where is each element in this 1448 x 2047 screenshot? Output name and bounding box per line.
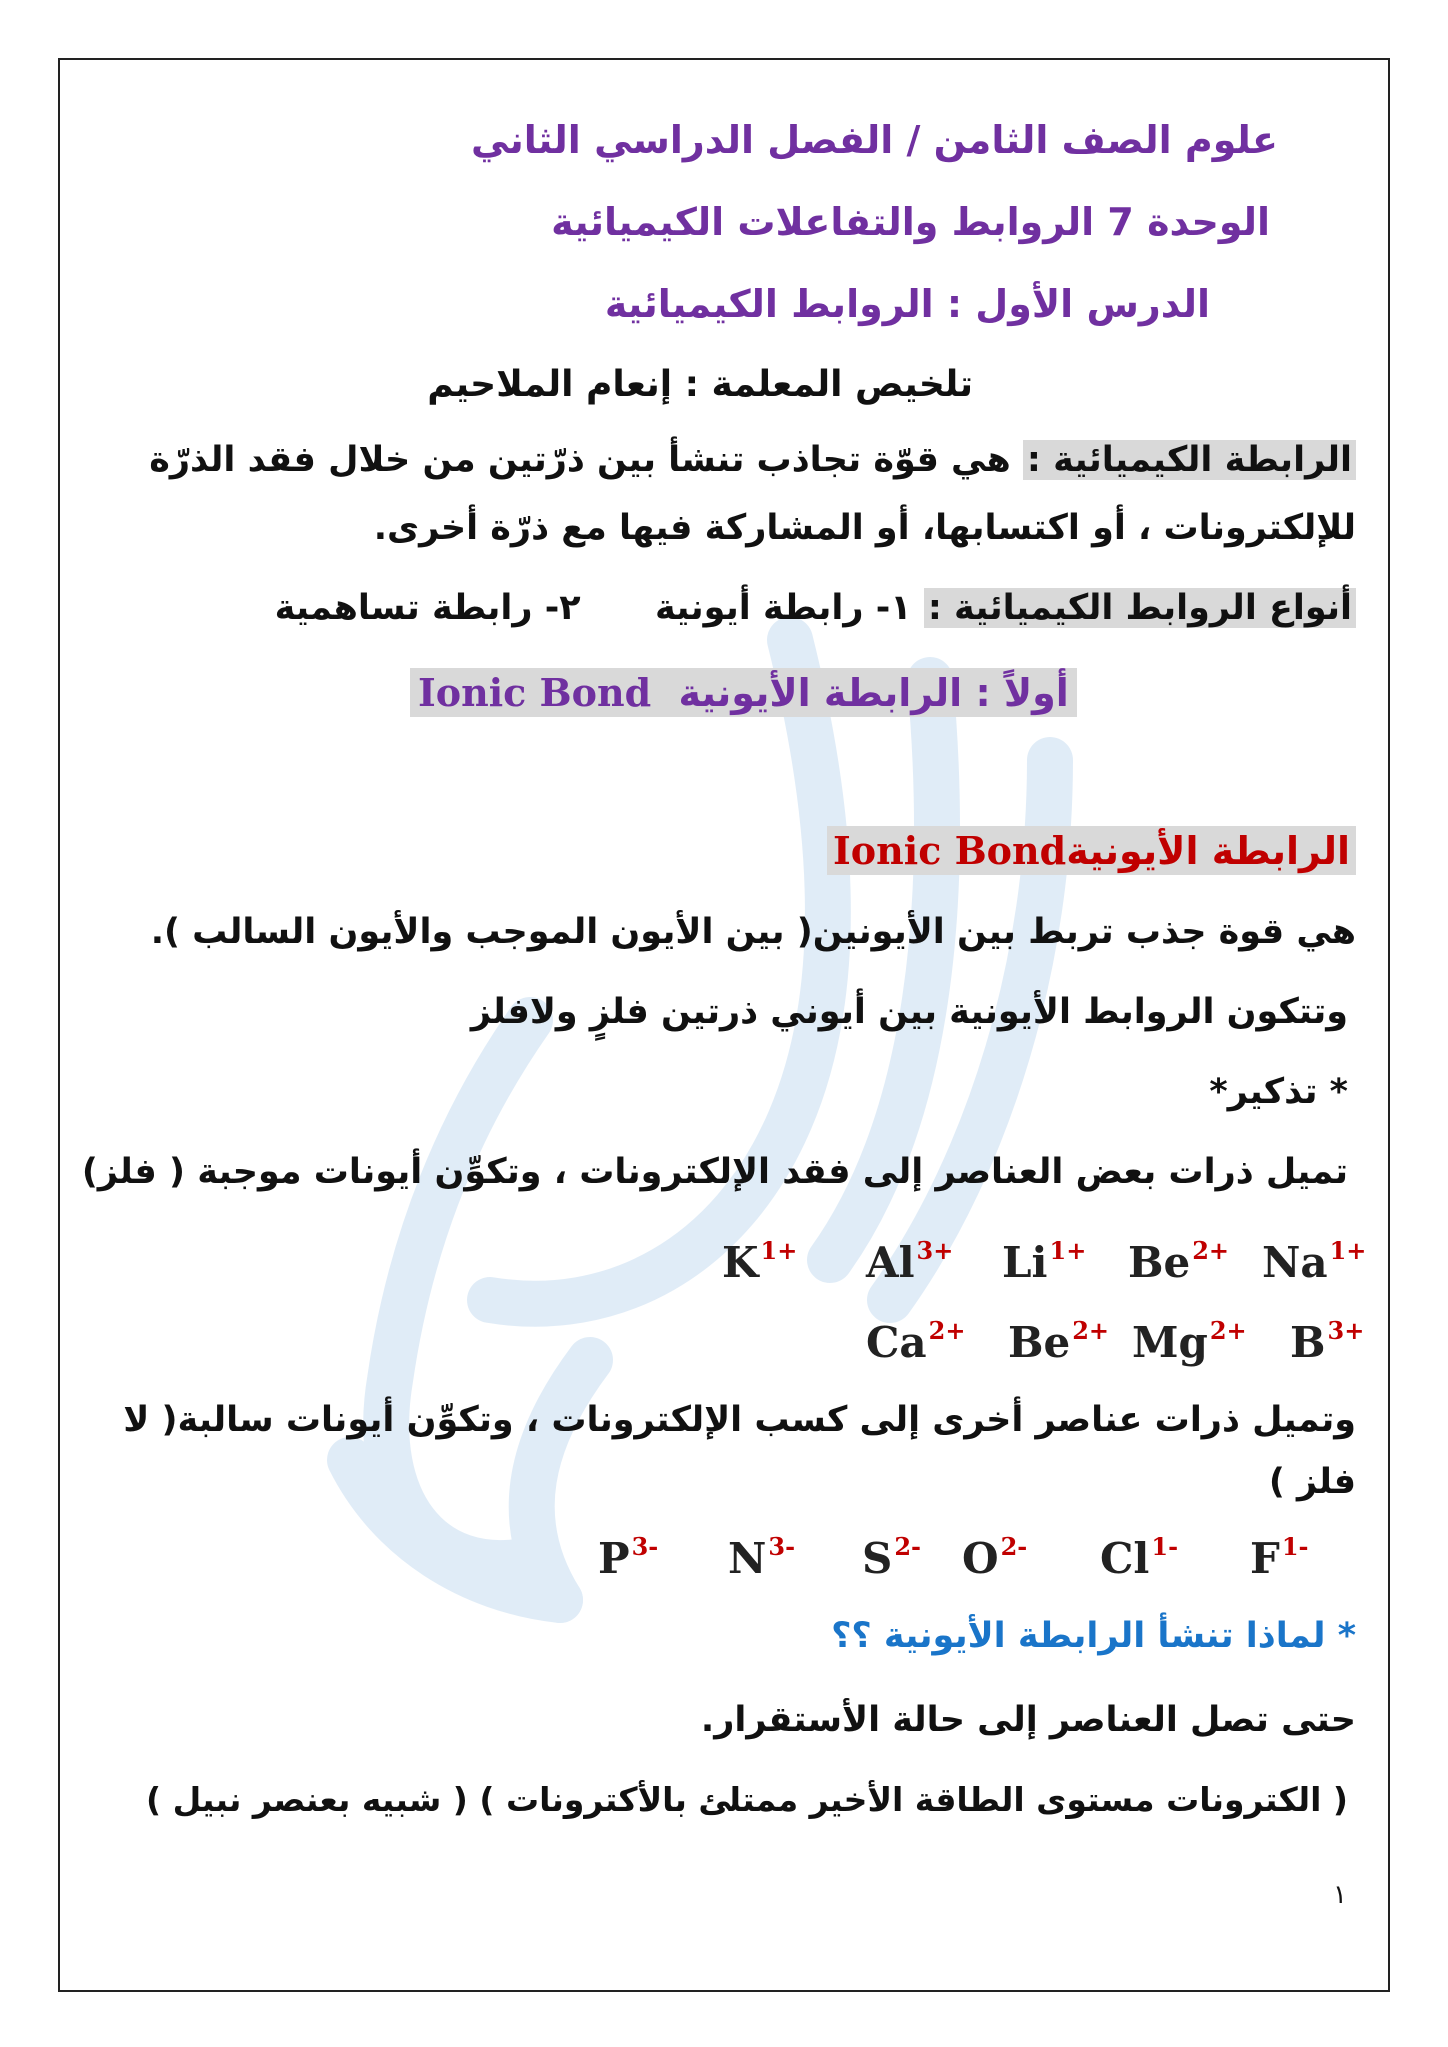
- bond-types-label: أنواع الروابط الكيميائية :: [924, 588, 1356, 628]
- ion-symbol: K: [722, 1238, 759, 1287]
- ion-symbol: Li: [1002, 1238, 1048, 1287]
- anion-n: [728, 1532, 795, 1583]
- answer: حتى تصل العناصر إلى حالة الأستقرار.: [700, 1700, 1356, 1740]
- ion-symbol: Al: [866, 1238, 915, 1287]
- ion-charge: 1+: [1049, 1236, 1087, 1265]
- noble-gas-note: ( الكترونات مستوى الطاقة الأخير ممتلئ بالأكترونات ) ( شبيه بعنصر نبيل ): [146, 1780, 1348, 1819]
- cation-ca: [866, 1316, 965, 1367]
- ion-charge: 3+: [916, 1236, 954, 1265]
- ion-charge: 3+: [1327, 1316, 1365, 1345]
- reminder-label: * تذكير*: [1209, 1072, 1348, 1112]
- header-line-1: علوم الصف الثامن / الفصل الدراسي الثاني: [471, 118, 1278, 162]
- definition-term: الرابطة الكيميائية :: [1023, 440, 1356, 480]
- ion-charge: 2-: [894, 1532, 922, 1561]
- anion-description-2: فلز ): [1268, 1462, 1356, 1502]
- ion-symbol: Be: [1008, 1318, 1071, 1367]
- header-line-4: تلخيص المعلمة : إنعام الملاحيم: [427, 364, 973, 405]
- ionic-heading-arabic: الرابطة الأيونية: [1066, 829, 1350, 873]
- ionic-bond-heading: [827, 826, 1356, 875]
- section-first-arabic: أولاً : الرابطة الأيونية: [678, 671, 1069, 715]
- ion-symbol: Na: [1262, 1238, 1328, 1287]
- ion-charge: 1-: [1281, 1532, 1309, 1561]
- definition-line-1: [149, 440, 1356, 480]
- ion-charge: 2+: [1209, 1316, 1247, 1345]
- anion-cl: [1100, 1532, 1178, 1583]
- ion-charge: 2+: [928, 1316, 966, 1345]
- bond-type-1: ١- رابطة أيونية: [655, 588, 912, 628]
- ion-symbol: S: [862, 1534, 893, 1583]
- ion-charge: 2+: [1072, 1316, 1110, 1345]
- cation-description: تميل ذرات بعض العناصر إلى فقد الإلكترونات ، وتكوِّن أيونات موجبة ( فلز): [81, 1152, 1348, 1192]
- definition-text-1: هي قوّة تجاذب تنشأ بين ذرّتين من خلال فقد الذرّة: [149, 440, 1011, 480]
- ion-charge: 2-: [1000, 1532, 1028, 1561]
- cation-al: [866, 1236, 953, 1287]
- ion-symbol: Cl: [1100, 1534, 1150, 1583]
- ion-symbol: Mg: [1132, 1318, 1208, 1367]
- cation-k: [722, 1236, 797, 1287]
- ionic-formation: وتتكون الروابط الأيونية بين أيوني ذرتين فلزٍ ولافلز: [470, 992, 1348, 1032]
- ion-charge: 1+: [760, 1236, 798, 1265]
- ion-charge: 1-: [1151, 1532, 1179, 1561]
- anion-f: [1250, 1532, 1309, 1583]
- ion-symbol: Be: [1128, 1238, 1191, 1287]
- ion-symbol: Ca: [866, 1318, 927, 1367]
- bond-types-line: [275, 588, 1356, 628]
- calligraphy-watermark: [230, 600, 1130, 1650]
- section-first-english: Ionic Bond: [418, 670, 652, 715]
- anion-s: [862, 1532, 921, 1583]
- cation-na: [1262, 1236, 1366, 1287]
- ion-symbol: B: [1290, 1318, 1326, 1367]
- ion-charge: 3-: [768, 1532, 796, 1561]
- cation-be: [1008, 1316, 1109, 1367]
- ion-symbol: N: [728, 1534, 767, 1583]
- ionic-definition: هي قوة جذب تربط بين الأيونين( بين الأيون الموجب والأيون السالب ).: [150, 912, 1356, 952]
- ionic-heading-english: Ionic Bond: [833, 828, 1067, 873]
- ion-charge: 3-: [631, 1532, 659, 1561]
- anion-p: [598, 1532, 658, 1583]
- header-line-2: الوحدة 7 الروابط والتفاعلات الكيميائية: [551, 200, 1270, 244]
- definition-text-2: للإلكترونات ، أو اكتسابها، أو المشاركة فيها مع ذرّة أخرى.: [373, 508, 1356, 548]
- ion-charge: 2+: [1192, 1236, 1230, 1265]
- ion-charge: 1+: [1329, 1236, 1367, 1265]
- section-first-heading: [410, 668, 1077, 717]
- ion-symbol: F: [1250, 1534, 1280, 1583]
- page-number: ١: [1333, 1880, 1347, 1910]
- cation-mg: [1132, 1316, 1247, 1367]
- question: * لماذا تنشأ الرابطة الأيونية ؟؟: [831, 1616, 1356, 1656]
- cation-li: [1002, 1236, 1086, 1287]
- cation-b: [1290, 1316, 1364, 1367]
- header-line-3: الدرس الأول : الروابط الكيميائية: [604, 282, 1210, 326]
- ion-symbol: P: [598, 1534, 630, 1583]
- anion-description-1: وتميل ذرات عناصر أخرى إلى كسب الإلكترونات ، وتكوِّن أيونات سالبة( لا: [123, 1400, 1356, 1440]
- anion-o: [962, 1532, 1027, 1583]
- bond-type-2: ٢- رابطة تساهمية: [274, 588, 581, 628]
- cation-be: [1128, 1236, 1229, 1287]
- ion-symbol: O: [962, 1534, 999, 1583]
